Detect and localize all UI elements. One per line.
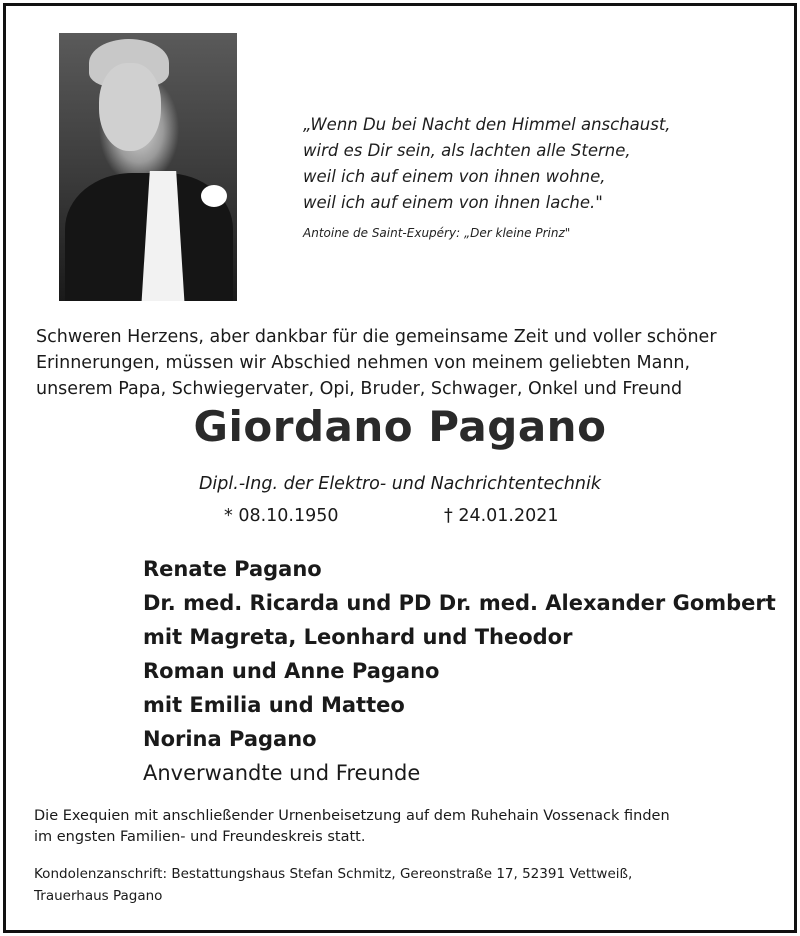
deceased-name: Giordano Pagano: [193, 402, 607, 451]
family-member: mit Emilia und Matteo: [143, 693, 405, 717]
portrait-face: [99, 63, 161, 151]
intro-text: [36, 324, 776, 402]
address-line: Kondolenzanschrift: Bestattungshaus Stefan Schmitz, Gereonstraße 17, 52391 Vettweiß,: [34, 866, 633, 882]
family-list: [143, 552, 783, 790]
birth-date: * 08.10.1950: [224, 506, 339, 526]
family-member: Roman und Anne Pagano: [143, 659, 440, 683]
intro-line: Schweren Herzens, aber dankbar für die gemeinsame Zeit und voller schöner: [36, 327, 717, 347]
condolence-address: [34, 863, 784, 907]
portrait-photo: [59, 33, 237, 301]
family-member: Norina Pagano: [143, 727, 317, 751]
funeral-info-line: Die Exequien mit anschließender Urnenbeisetzung auf dem Ruhehain Vossenack finden: [34, 808, 670, 824]
intro-line: unserem Papa, Schwiegervater, Opi, Bruder, Schwager, Onkel und Freund: [36, 379, 683, 399]
quote-line: weil ich auf einem von ihnen lache.": [303, 193, 603, 212]
poem-quote: [303, 112, 763, 216]
obituary-notice: [3, 3, 797, 933]
boutonniere-flower: [201, 185, 227, 207]
death-date: † 24.01.2021: [444, 506, 559, 526]
funeral-info: [34, 806, 784, 848]
family-member: mit Magreta, Leonhard und Theodor: [143, 625, 573, 649]
address-line: Trauerhaus Pagano: [34, 888, 163, 904]
relatives-line: Anverwandte und Freunde: [143, 761, 421, 785]
quote-line: wird es Dir sein, als lachten alle Sterne,: [303, 141, 631, 160]
deceased-degree: Dipl.-Ing. der Elektro- und Nachrichtentechnik: [198, 474, 602, 494]
quote-line: weil ich auf einem von ihnen wohne,: [303, 167, 606, 186]
funeral-info-line: im engsten Familien- und Freundeskreis statt.: [34, 829, 366, 845]
family-member: Dr. med. Ricarda und PD Dr. med. Alexander Gombert: [143, 591, 776, 615]
quote-line: „Wenn Du bei Nacht den Himmel anschaust,: [303, 115, 671, 134]
quote-source: Antoine de Saint-Exupéry: „Der kleine Prinz": [303, 226, 571, 240]
intro-line: Erinnerungen, müssen wir Abschied nehmen von meinem geliebten Mann,: [36, 353, 691, 373]
family-member: Renate Pagano: [143, 557, 322, 581]
